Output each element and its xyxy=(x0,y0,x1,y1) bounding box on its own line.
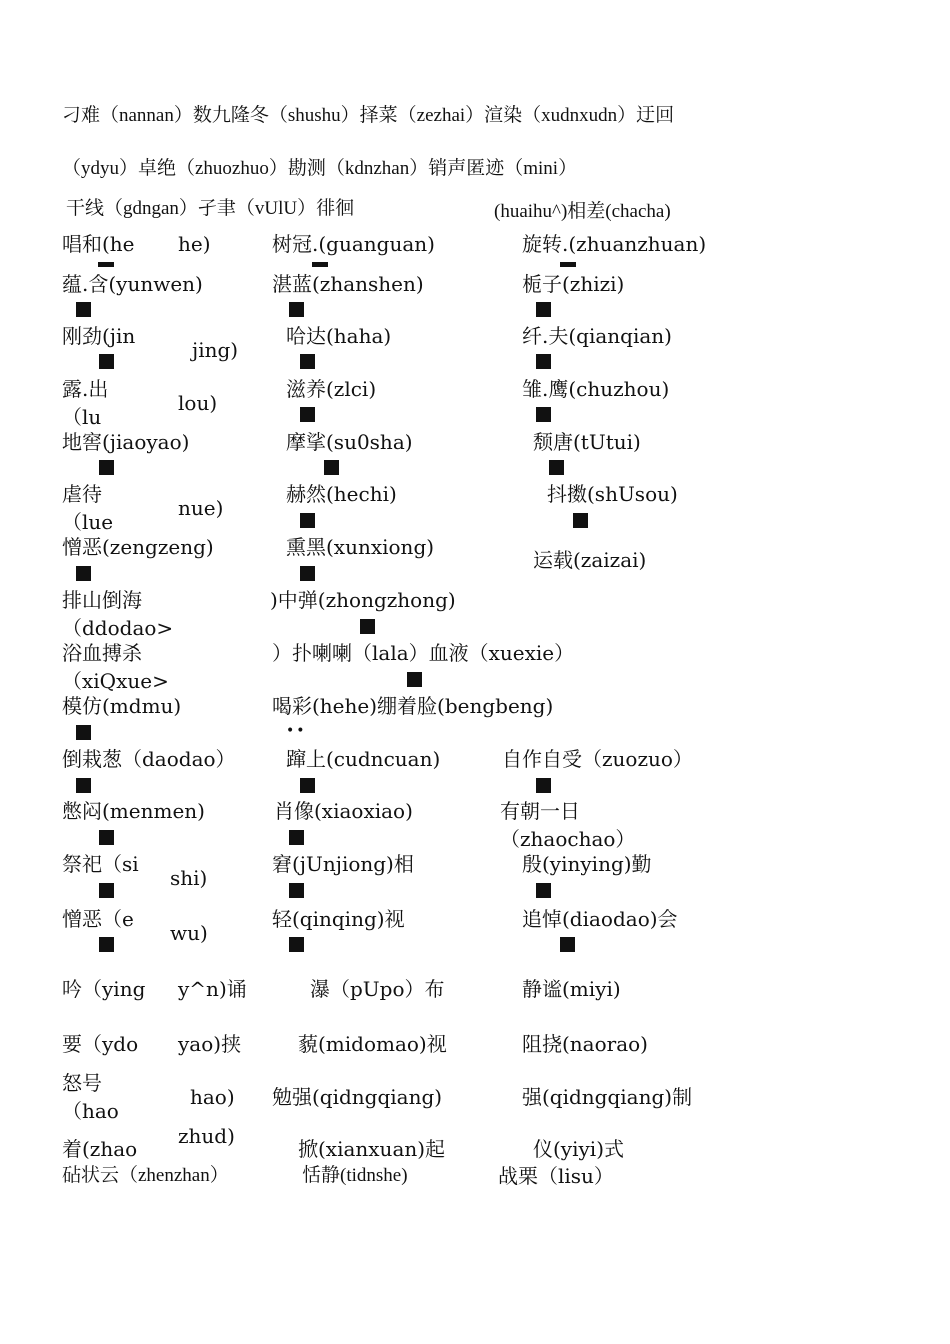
entry-nuhao-part: （hao xyxy=(62,1099,119,1123)
mark-square xyxy=(407,672,422,687)
entry-luchu: 露.出 xyxy=(62,377,109,401)
entry-xiaoxiang: 肖像(xiaoxiao) xyxy=(274,799,413,823)
emphasis-dots: •• xyxy=(286,723,307,739)
mark-square xyxy=(289,302,304,317)
entry-ziyang: 滋养(zlci) xyxy=(286,377,377,401)
entry-nuedai-part2: nue) xyxy=(178,496,224,520)
entry-miaoshi: 藐(midomao)视 xyxy=(298,1032,447,1056)
mark-square xyxy=(99,937,114,952)
entry-zhaomi-part: zhud) xyxy=(178,1124,235,1148)
entry-luchu-part2: lou) xyxy=(178,391,218,415)
mark-bar xyxy=(560,262,576,267)
entry-daozai: 倒栽葱（daodao） xyxy=(62,747,236,771)
mark-square xyxy=(549,460,564,475)
entry-zengwu-2: 憎恶（e xyxy=(62,907,134,931)
entry-zhizi: 栀子(zhizi) xyxy=(522,272,625,296)
entry-zunao: 阻挠(naorao) xyxy=(522,1032,648,1056)
entry-yuxue-part: （xiQxue> xyxy=(62,669,169,693)
entry-qianfu: 纤.夫(qianqian) xyxy=(522,324,672,348)
entry-shuguan: 树冠.(guanguan) xyxy=(272,232,435,256)
mark-square xyxy=(289,883,304,898)
mark-square xyxy=(300,354,315,369)
entry-youzhao: 有朝一日 xyxy=(500,799,580,823)
entry-qiangzhi: 强(qidngqiang)制 xyxy=(522,1085,693,1109)
entry-nuhao: 怒号 xyxy=(62,1071,102,1095)
entry-pulala: ）扑喇喇（lala）血液（xuexie） xyxy=(272,641,575,665)
entry-xianqi: 掀(xianxuan)起 xyxy=(298,1137,446,1161)
entry-nuhao-part2: hao) xyxy=(190,1085,235,1109)
entry-yinhong: 殷(yinying)勤 xyxy=(522,852,652,876)
entry-jisi: 祭祀（si xyxy=(62,852,139,876)
entry-paishan-part: （ddodao> xyxy=(62,616,174,640)
entry-yunhan: 蕴.含(yunwen) xyxy=(62,272,203,296)
mark-square xyxy=(324,460,339,475)
entry-mianqiang: 勉强(qidngqiang) xyxy=(272,1085,443,1109)
entry-nuedai-part: （lue xyxy=(62,510,114,534)
mark-square xyxy=(536,302,551,317)
entry-zhanlan: 湛蓝(zhanshen) xyxy=(272,272,424,296)
entry-dijiao: 地窖(jiaoyao) xyxy=(62,430,190,454)
header-line-3: 干线（gdngan）孑聿（vUlU）徘徊 xyxy=(66,198,355,219)
entry-dengshang: 蹿上(cudncuan) xyxy=(286,747,441,771)
entry-zengwu-2-part: wu) xyxy=(170,921,208,945)
mark-square xyxy=(300,513,315,528)
mark-square xyxy=(560,937,575,952)
mark-square xyxy=(536,778,551,793)
entry-zhanli: 战栗（lisu） xyxy=(498,1164,614,1188)
entry-tuitang: 颓唐(tUtui) xyxy=(533,430,641,454)
entry-dousou: 抖擞(shUsou) xyxy=(547,482,678,506)
entry-xuanzhuan: 旋转.(zhuanzhuan) xyxy=(522,232,707,256)
entry-paishan: 排山倒海 xyxy=(62,588,142,612)
entry-yinsong-part: y^n)诵 xyxy=(178,977,247,1001)
entry-yinsong: 吟（ying xyxy=(62,977,146,1001)
entry-mofang: 模仿(mdmu) xyxy=(62,694,182,718)
entry-yaoxie: 要（ydo xyxy=(62,1032,139,1056)
entry-yaoxie-part: yao)挟 xyxy=(178,1032,242,1056)
entry-changhe-part: he) xyxy=(178,232,211,256)
mark-square xyxy=(536,354,551,369)
entry-xunhei: 熏黑(xunxiong) xyxy=(286,535,435,559)
entry-changhe: 唱和(he xyxy=(62,232,135,256)
mark-square xyxy=(76,302,91,317)
entry-zhenzhuang: 砧状云（zhenzhan） xyxy=(62,1165,229,1186)
entry-gangjin: 刚劲(jin xyxy=(62,324,136,348)
mark-square xyxy=(76,778,91,793)
mark-square xyxy=(99,354,114,369)
mark-square xyxy=(300,407,315,422)
entry-qingshi: 轻(qinqing)视 xyxy=(272,907,405,931)
header-line-2: （ydyu）卓绝（zhuozhuo）勘测（kdnzhan）销声匿迹（mini） xyxy=(62,158,578,179)
entry-zengwu-1: 憎恶(zengzeng) xyxy=(62,535,214,559)
mark-square xyxy=(289,830,304,845)
mark-square xyxy=(76,566,91,581)
entry-zizuo: 自作自受（zuozuo） xyxy=(502,747,693,771)
entry-hada: 哈达(haha) xyxy=(286,324,392,348)
entry-yishi: 仪(yiyi)式 xyxy=(533,1137,624,1161)
entry-jingmi: 静谧(miyi) xyxy=(522,977,621,1001)
mark-square xyxy=(573,513,588,528)
entry-zhongdan: )中弹(zhongzhong) xyxy=(270,588,456,612)
entry-menmen: 憋闷(menmen) xyxy=(62,799,205,823)
mark-square xyxy=(289,937,304,952)
entry-gangjin-part: jing) xyxy=(192,338,239,362)
entry-hecai: 喝彩(hehe)绷着脸(bengbeng) xyxy=(272,694,554,718)
entry-mosuo: 摩挲(su0sha) xyxy=(286,430,413,454)
entry-nuedai: 虐待 xyxy=(62,482,102,506)
header-line-1: 刁难（nannan）数九隆冬（shushu）择菜（zezhai）渲染（xudnxudn）迂回 xyxy=(62,105,675,126)
entry-yunzai: 运载(zaizai) xyxy=(533,548,647,572)
mark-square xyxy=(300,778,315,793)
entry-heran: 赫然(hechi) xyxy=(286,482,397,506)
mark-square xyxy=(99,883,114,898)
mark-square xyxy=(536,407,551,422)
entry-pubu: 瀑（pUpo）布 xyxy=(310,977,445,1001)
mark-bar xyxy=(98,262,114,267)
entry-zhaomi: 着(zhao xyxy=(62,1137,138,1161)
mark-square xyxy=(536,883,551,898)
mark-square xyxy=(99,830,114,845)
entry-yuxue: 浴血搏杀 xyxy=(62,641,142,665)
mark-bar xyxy=(312,262,328,267)
mark-square xyxy=(76,725,91,740)
entry-chuying: 雏.鹰(chuzhou) xyxy=(522,377,670,401)
entry-zhuidao: 追悼(diaodao)会 xyxy=(522,907,678,931)
entry-jisi-part: shi) xyxy=(170,866,208,890)
entry-tianjing: 恬静(tidnshe) xyxy=(302,1165,408,1186)
mark-square xyxy=(99,460,114,475)
entry-jiongxiang: 窘(jUnjiong)相 xyxy=(272,852,414,876)
mark-square xyxy=(300,566,315,581)
entry-youzhao-part: （zhaochao） xyxy=(500,827,636,851)
entry-luchu-part: （lu xyxy=(62,405,102,429)
header-line-4: (huaihu^)相差(chacha) xyxy=(494,201,671,222)
mark-square xyxy=(360,619,375,634)
